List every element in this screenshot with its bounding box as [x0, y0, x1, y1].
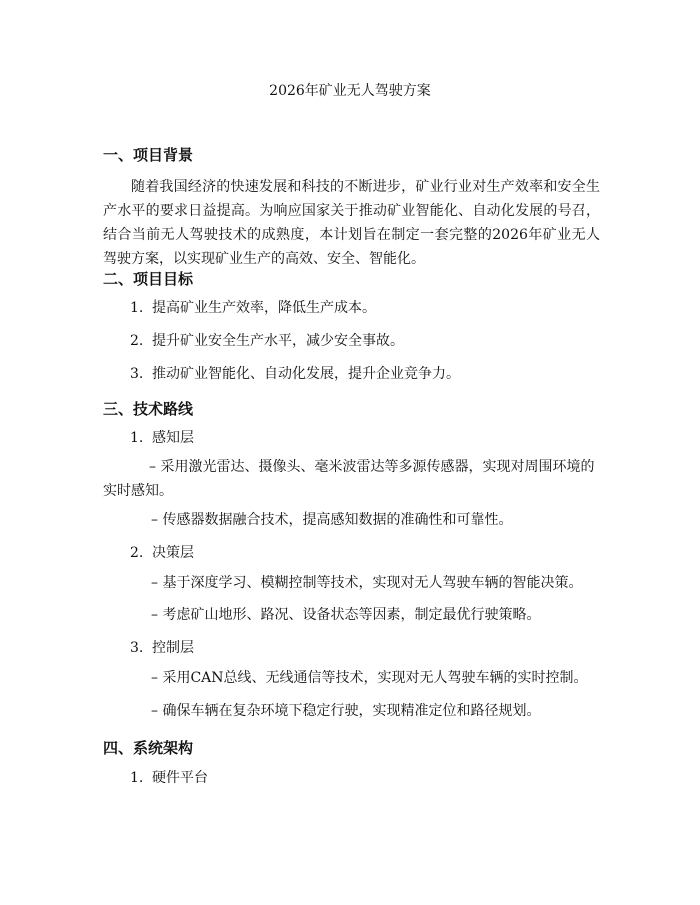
list-item-tech-2 — [130, 543, 194, 563]
section-heading-tech: 三、技术路线 — [103, 400, 194, 418]
list-text: 决策层 — [152, 545, 194, 561]
list-text: 提升矿业安全生产水平，减少安全事故。 — [152, 333, 404, 349]
list-number: 3. — [130, 366, 144, 382]
sub-item-tech-3-1: – 采用CAN总线、无线通信等技术，实现对无人驾驶车辆的实时控制。 — [151, 670, 588, 686]
list-number: 2. — [130, 333, 144, 349]
list-item-tech-3 — [130, 638, 194, 658]
list-number: 3. — [130, 640, 144, 656]
sub-item-tech-2-2: – 考虑矿山地形、路况、设备状态等因素，制定最优行驶策略。 — [151, 607, 541, 623]
background-paragraph: 随着我国经济的快速发展和科技的不断进步，矿业行业对生产效率和安全生产水平的要求日益提高。为响应国家关于推动矿业智能化、自动化发展的号召，结合当前无人驾驶技术的成熟度，本计划旨在制定一套完整的2026年矿业无人驾驶方案，以实现矿业生产的高效、安全、智能化。 — [103, 179, 600, 267]
list-number: 2. — [130, 545, 144, 561]
list-item-tech-1 — [130, 428, 194, 448]
list-item-goal-1 — [130, 298, 376, 318]
sub-item-tech-3-2: – 确保车辆在复杂环境下稳定行驶，实现精准定位和路径规划。 — [151, 703, 541, 719]
list-item-goal-3 — [130, 364, 460, 384]
list-text: 推动矿业智能化、自动化发展，提升企业竞争力。 — [152, 366, 460, 382]
section-heading-goals: 二、项目目标 — [103, 270, 194, 288]
list-text: 硬件平台 — [152, 770, 208, 786]
list-text: 控制层 — [152, 640, 194, 656]
list-text: 提高矿业生产效率，降低生产成本。 — [152, 300, 376, 316]
list-text: 感知层 — [152, 430, 194, 446]
document-title: 2026年矿业无人驾驶方案 — [269, 83, 431, 99]
list-number: 1. — [130, 430, 144, 446]
list-number: 1. — [130, 770, 144, 786]
sub-item-tech-1-2: – 传感器数据融合技术，提高感知数据的准确性和可靠性。 — [151, 512, 513, 528]
list-item-arch-1 — [130, 768, 208, 788]
sub-item-tech-1-1: – 采用激光雷达、摄像头、毫米波雷达等多源传感器，实现对周围环境的实时感知。 — [103, 459, 595, 499]
section-heading-background: 一、项目背景 — [103, 146, 194, 164]
section-heading-architecture: 四、系统架构 — [103, 739, 194, 757]
sub-item-tech-2-1: – 基于深度学习、模糊控制等技术，实现对无人驾驶车辆的智能决策。 — [151, 575, 583, 591]
list-item-goal-2 — [130, 331, 404, 351]
list-number: 1. — [130, 300, 144, 316]
